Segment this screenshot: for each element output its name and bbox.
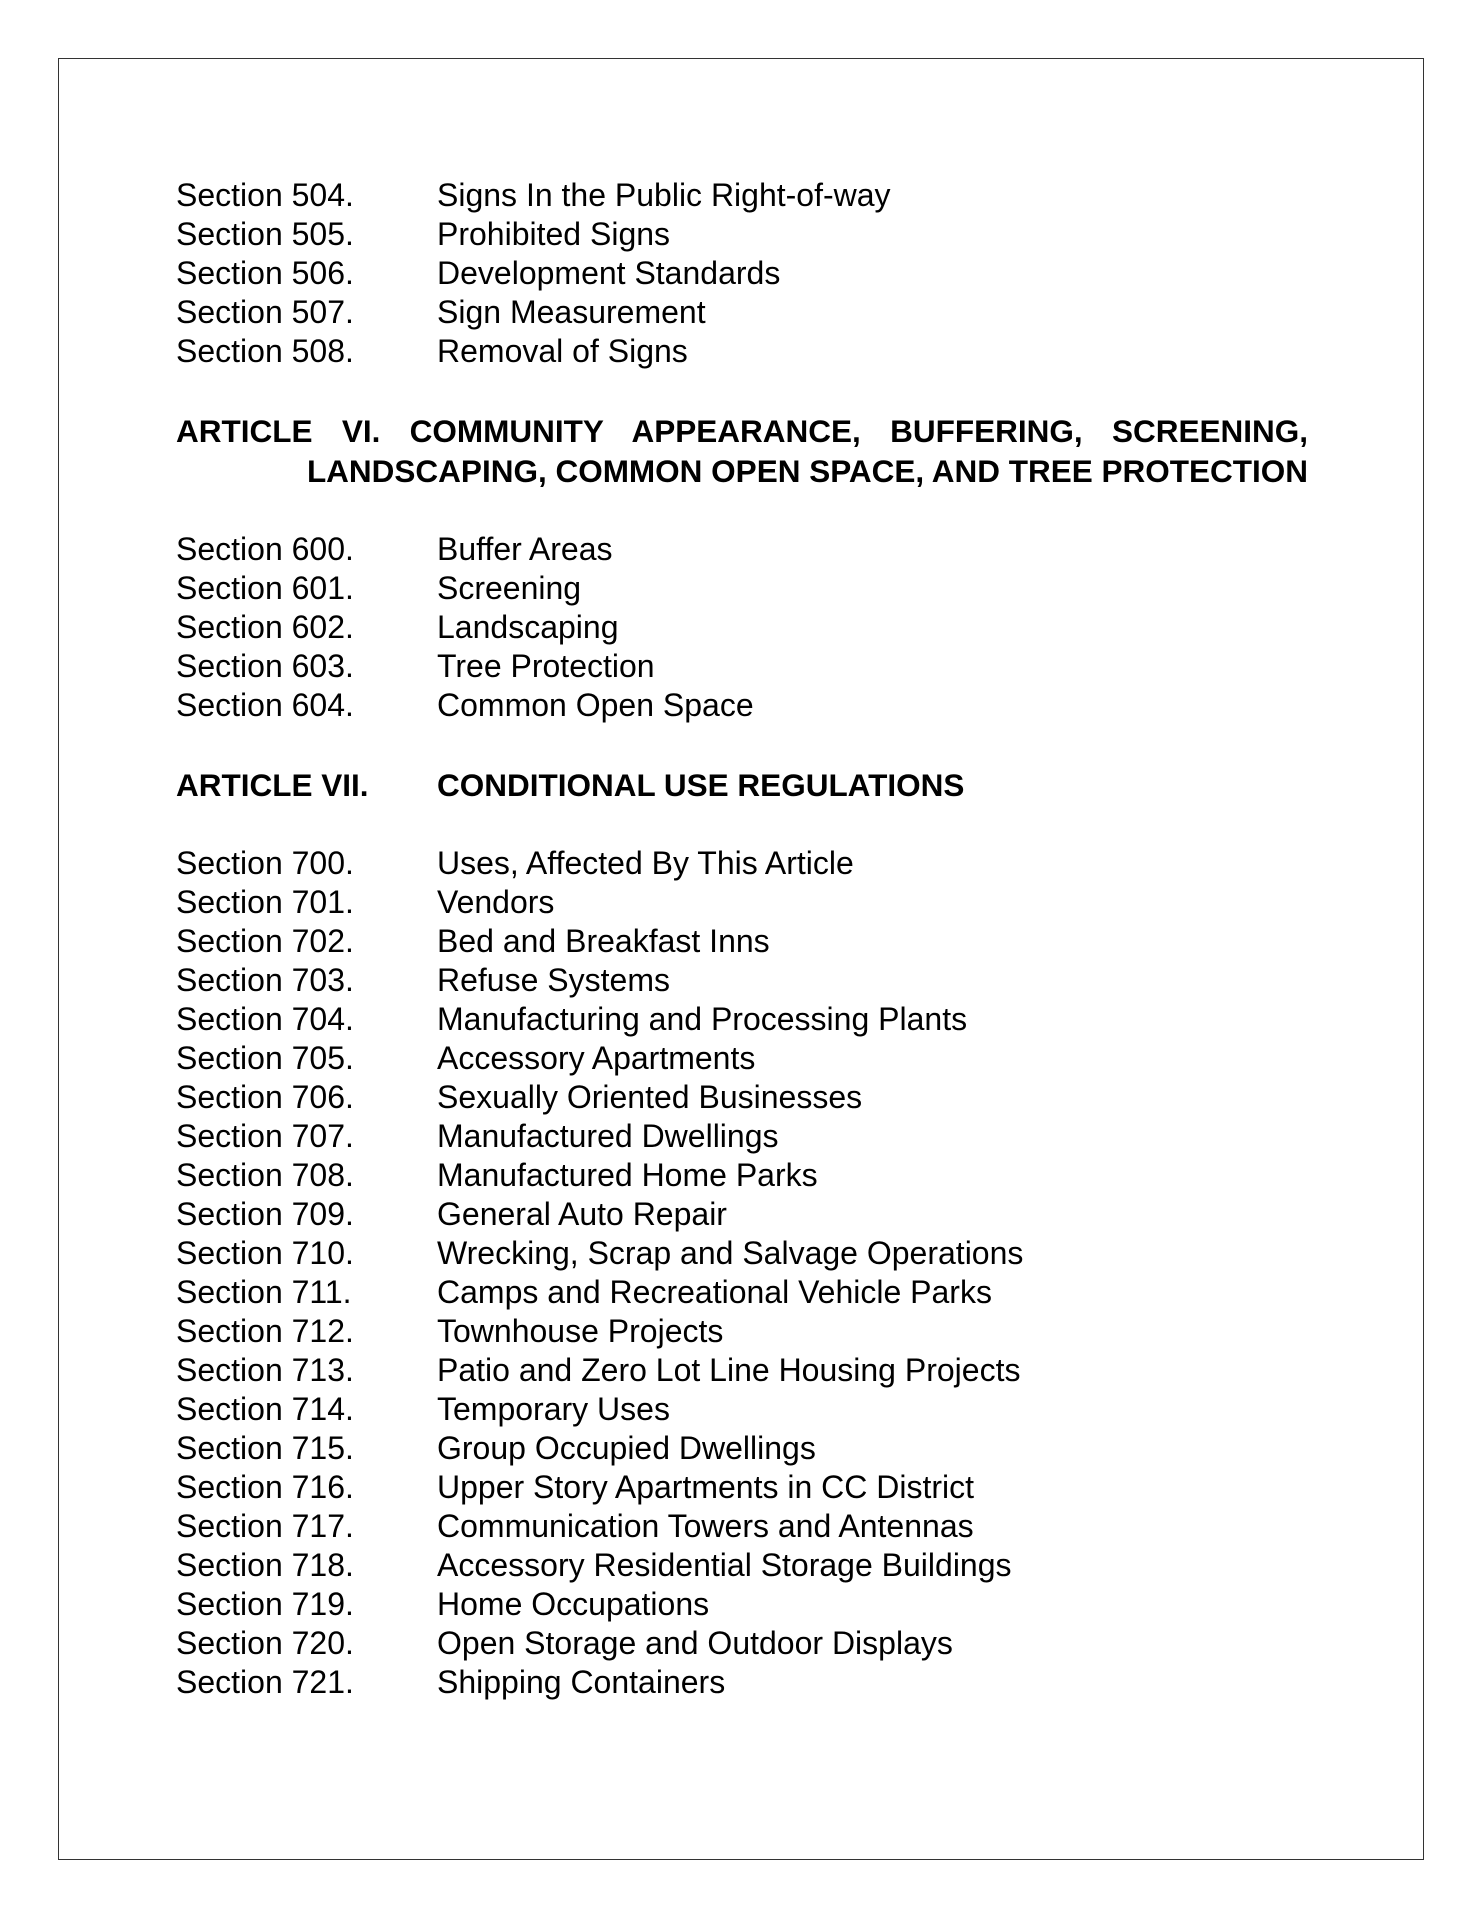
section-number: Section 712. [176, 1313, 354, 1349]
toc-entry [176, 1156, 1316, 1195]
toc-entry [176, 332, 1316, 371]
section-number: Section 504. [176, 177, 354, 213]
section-number: Section 718. [176, 1547, 354, 1583]
article-v-sections [176, 176, 1316, 371]
section-title: Tree Protection [437, 648, 655, 684]
section-title: Prohibited Signs [437, 216, 671, 252]
section-title: Open Storage and Outdoor Displays [437, 1625, 953, 1661]
toc-entry [176, 215, 1316, 254]
section-title: Screening [437, 570, 582, 606]
section-title: Communication Towers and Antennas [437, 1508, 974, 1544]
section-title: Bed and Breakfast Inns [437, 923, 770, 959]
section-number: Section 717. [176, 1508, 354, 1544]
section-title: Landscaping [437, 609, 619, 645]
toc-entry [176, 844, 1316, 883]
toc-entry [176, 1078, 1316, 1117]
toc-entry [176, 647, 1316, 686]
section-title: Temporary Uses [437, 1391, 670, 1427]
article-vii-number: ARTICLE VII. [176, 767, 369, 803]
section-number: Section 711. [176, 1274, 352, 1310]
section-number: Section 601. [176, 570, 354, 606]
section-title: Patio and Zero Lot Line Housing Projects [437, 1352, 1021, 1388]
section-title: General Auto Repair [437, 1196, 727, 1232]
section-number: Section 714. [176, 1391, 354, 1427]
toc-entry [176, 1000, 1316, 1039]
section-number: Section 603. [176, 648, 354, 684]
section-title: Manufactured Dwellings [437, 1118, 779, 1154]
section-title: Development Standards [437, 255, 781, 291]
toc-entry [176, 1195, 1316, 1234]
section-title: Signs In the Public Right-of-way [437, 177, 891, 213]
toc-entry [176, 1546, 1316, 1585]
section-title: Shipping Containers [437, 1664, 726, 1700]
toc-entry [176, 1273, 1316, 1312]
toc-entry [176, 530, 1316, 569]
section-title: Group Occupied Dwellings [437, 1430, 816, 1466]
article-vi-heading-line1: ARTICLE VI. COMMUNITY APPEARANCE, BUFFERING, SCREENING, [176, 413, 1308, 449]
section-number: Section 700. [176, 845, 354, 881]
section-number: Section 720. [176, 1625, 354, 1661]
section-number: Section 602. [176, 609, 354, 645]
toc-entry [176, 922, 1316, 961]
section-title: Buffer Areas [437, 531, 613, 567]
section-title: Refuse Systems [437, 962, 670, 998]
article-vi-heading-line2: LANDSCAPING, COMMON OPEN SPACE, AND TREE PROTECTION [306, 453, 1308, 489]
section-number: Section 707. [176, 1118, 354, 1154]
section-number: Section 506. [176, 255, 354, 291]
section-number: Section 703. [176, 962, 354, 998]
toc-entry [176, 608, 1316, 647]
section-title: Upper Story Apartments in CC District [437, 1469, 975, 1505]
section-number: Section 709. [176, 1196, 354, 1232]
article-vii-heading [176, 765, 1316, 805]
section-title: Camps and Recreational Vehicle Parks [437, 1274, 992, 1310]
toc-entry [176, 254, 1316, 293]
article-vi-sections [176, 530, 1316, 725]
table-of-contents [176, 176, 1316, 1702]
section-number: Section 507. [176, 294, 354, 330]
section-title: Accessory Residential Storage Buildings [437, 1547, 1012, 1583]
toc-entry [176, 1507, 1316, 1546]
section-number: Section 604. [176, 687, 354, 723]
section-number: Section 715. [176, 1430, 354, 1466]
section-title: Townhouse Projects [437, 1313, 724, 1349]
toc-entry [176, 1624, 1316, 1663]
section-title: Sexually Oriented Businesses [437, 1079, 863, 1115]
section-title: Home Occupations [437, 1586, 710, 1622]
toc-entry [176, 1663, 1316, 1702]
toc-entry [176, 1351, 1316, 1390]
toc-entry [176, 686, 1316, 725]
toc-entry [176, 1468, 1316, 1507]
section-number: Section 706. [176, 1079, 354, 1115]
article-vi-heading [176, 411, 1308, 491]
toc-entry [176, 1312, 1316, 1351]
section-number: Section 719. [176, 1586, 354, 1622]
toc-entry [176, 176, 1316, 215]
section-title: Uses, Affected By This Article [437, 845, 854, 881]
article-vii-sections [176, 844, 1316, 1702]
section-title: Removal of Signs [437, 333, 688, 369]
section-title: Manufactured Home Parks [437, 1157, 818, 1193]
toc-entry [176, 1585, 1316, 1624]
toc-entry [176, 293, 1316, 332]
toc-entry [176, 1429, 1316, 1468]
toc-entry [176, 1039, 1316, 1078]
section-title: Sign Measurement [437, 294, 706, 330]
toc-entry [176, 1390, 1316, 1429]
toc-entry [176, 1117, 1316, 1156]
section-number: Section 705. [176, 1040, 354, 1076]
section-title: Manufacturing and Processing Plants [437, 1001, 968, 1037]
toc-entry [176, 1234, 1316, 1273]
section-number: Section 713. [176, 1352, 354, 1388]
section-number: Section 721. [176, 1664, 354, 1700]
toc-entry [176, 883, 1316, 922]
section-number: Section 708. [176, 1157, 354, 1193]
section-title: Common Open Space [437, 687, 754, 723]
article-vii-title: CONDITIONAL USE REGULATIONS [437, 767, 965, 803]
section-number: Section 704. [176, 1001, 354, 1037]
section-title: Accessory Apartments [437, 1040, 756, 1076]
section-number: Section 600. [176, 531, 354, 567]
section-number: Section 701. [176, 884, 354, 920]
section-number: Section 716. [176, 1469, 354, 1505]
section-number: Section 710. [176, 1235, 354, 1271]
section-number: Section 508. [176, 333, 354, 369]
section-title: Vendors [437, 884, 555, 920]
toc-entry [176, 569, 1316, 608]
section-number: Section 702. [176, 923, 354, 959]
section-number: Section 505. [176, 216, 354, 252]
section-title: Wrecking, Scrap and Salvage Operations [437, 1235, 1024, 1271]
toc-entry [176, 961, 1316, 1000]
